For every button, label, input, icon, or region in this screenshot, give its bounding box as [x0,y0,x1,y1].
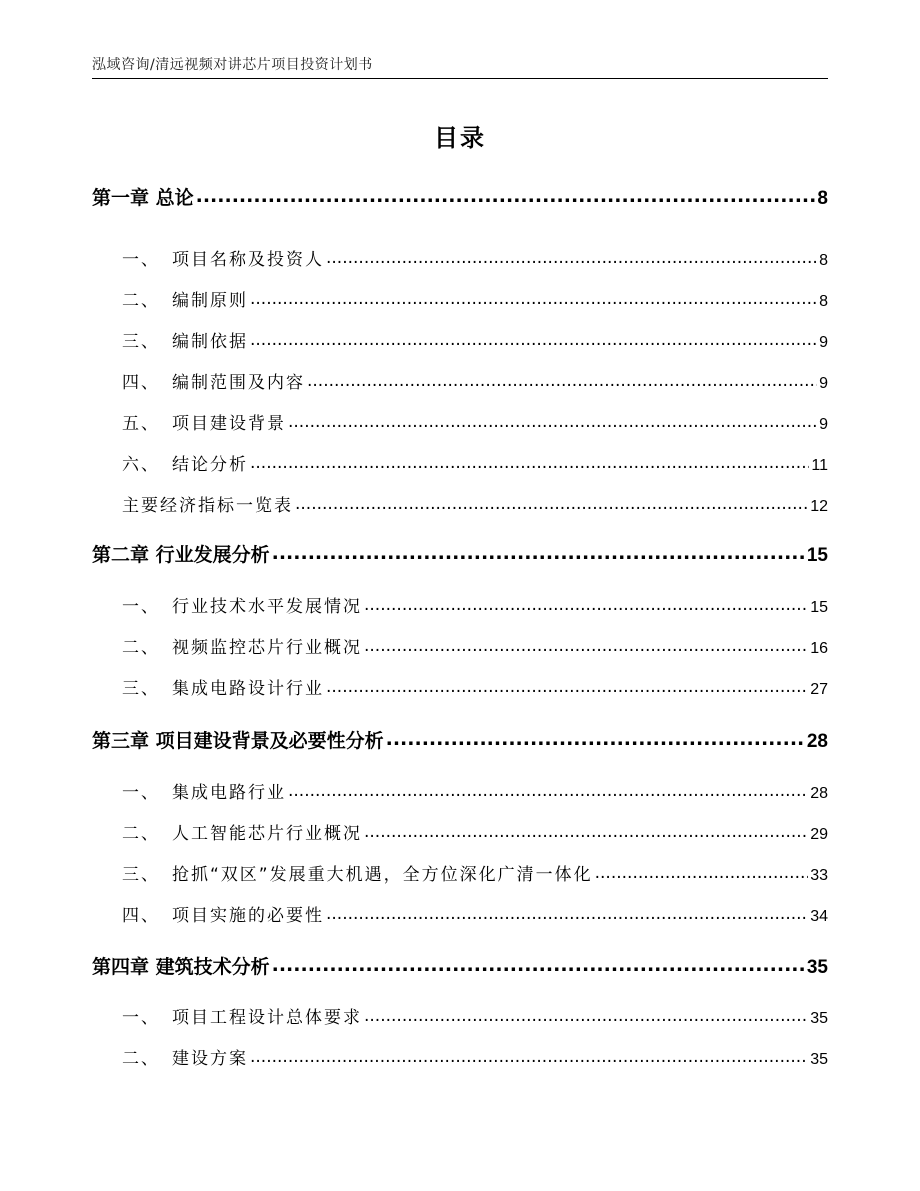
toc-entry-text: 视频监控芯片行业概况 [172,638,362,658]
toc-entry-text: 集成电路设计行业 [172,679,324,699]
toc-page-number: 35 [806,957,828,978]
toc-leader-dots [595,863,809,880]
toc-entry-text: 行业技术水平发展情况 [172,597,362,617]
toc-leader-dots [295,494,808,511]
toc-page-number: 9 [819,375,828,392]
toc-section-entry[interactable] [122,592,828,618]
toc-leader-dots [364,1006,808,1023]
toc-section-entry[interactable] [122,327,828,353]
toc-entry-text: 建设方案 [172,1049,248,1069]
toc-entry-label [122,409,286,434]
toc-entry-label [122,778,286,803]
toc-section-entry[interactable] [122,674,828,700]
toc-page-number: 8 [819,252,828,269]
toc-entry-text: 编制依据 [172,332,248,352]
toc-entry-text: 第二章 行业发展分析 [92,544,270,566]
toc-entry-text: 项目实施的必要性 [172,906,324,926]
toc-section-entry[interactable] [122,286,828,312]
toc-page-number: 28 [806,731,828,752]
toc-leader-dots [250,453,809,470]
toc-page-number: 9 [819,416,828,433]
toc-entry-number: 五、 [122,414,160,434]
toc-section-entry[interactable] [122,450,828,476]
toc-title: 目录 [434,124,486,152]
toc-leader-dots [386,728,805,747]
toc-page-number: 15 [806,545,828,566]
toc-page-number: 8 [817,188,828,209]
toc-page-number: 29 [810,826,828,843]
toc-page-number: 35 [810,1010,828,1027]
toc-page-number: 9 [819,334,828,351]
toc-entry-number: 三、 [122,332,160,352]
toc-page-number: 33 [810,867,828,884]
toc-leader-dots [272,542,805,561]
toc-leader-dots [196,185,816,204]
toc-entry-label [92,183,194,210]
toc-page-number: 28 [810,785,828,802]
toc-entry-label [122,1044,248,1069]
toc-section-entry[interactable] [122,860,828,886]
toc-entry-text: 人工智能芯片行业概况 [172,824,362,844]
toc-entry-number: 四、 [122,373,160,393]
toc-entry-number: 三、 [122,865,160,885]
toc-leader-dots [288,412,817,429]
toc-section-entry[interactable] [122,778,828,804]
toc-entry-label [122,860,593,885]
toc-leader-dots [288,781,808,798]
toc-entry-number: 二、 [122,291,160,311]
toc-chapter-entry[interactable] [92,726,828,756]
toc-entry-number: 三、 [122,679,160,699]
toc-page-number: 12 [810,498,828,515]
toc-leader-dots [250,1047,808,1064]
toc-entry-text: 编制范围及内容 [172,373,305,393]
header-rule [92,78,828,79]
toc-entry-label [122,286,248,311]
toc-entry-text: 集成电路行业 [172,783,286,803]
toc-entry-text: 第一章 总论 [92,187,194,209]
toc-entry-label [122,327,248,352]
toc-chapter-entry[interactable] [92,183,828,213]
toc-section-entry[interactable] [122,368,828,394]
toc-leader-dots [326,248,817,265]
toc-leader-dots [364,595,808,612]
toc-leader-dots [326,904,808,921]
toc-entry-number: 四、 [122,906,160,926]
toc-chapter-entry[interactable] [92,952,828,982]
toc-page-number: 16 [810,640,828,657]
toc-section-entry[interactable] [122,819,828,845]
toc-entry-number: 六、 [122,455,160,475]
toc-leader-dots [307,371,817,388]
toc-section-entry[interactable] [122,409,828,435]
toc-entry-text: 抢抓“双区”发展重大机遇，全方位深化广清一体化 [172,865,593,885]
toc-entry-label [122,592,362,617]
toc-section-entry[interactable] [122,633,828,659]
toc-leader-dots [250,330,817,347]
toc-section-entry[interactable] [122,1003,828,1029]
toc-entry-label [92,540,270,567]
toc-entry-label [122,450,248,475]
toc-section-entry[interactable] [122,1044,828,1070]
toc-chapter-entry[interactable] [92,540,828,570]
toc-leader-dots [272,954,805,973]
toc-page-number: 8 [819,293,828,310]
toc-entry-text: 第三章 项目建设背景及必要性分析 [92,730,384,752]
toc-entry-label [122,1003,362,1028]
toc-entry-label [122,368,305,393]
toc-leader-dots [364,822,808,839]
toc-entry-number: 二、 [122,638,160,658]
toc-entry-text: 结论分析 [172,455,248,475]
toc-entry-text: 主要经济指标一览表 [122,496,293,516]
toc-page-number: 35 [810,1051,828,1068]
toc-entry-label [122,245,324,270]
toc-entry-text: 第四章 建筑技术分析 [92,956,270,978]
toc-entry-number: 一、 [122,783,160,803]
toc-entry-label [122,901,324,926]
toc-entry-number: 一、 [122,250,160,270]
toc-leader-dots [364,636,808,653]
toc-leader-dots [326,677,808,694]
toc-page-number: 11 [811,457,828,474]
toc-entry-label [92,726,384,753]
toc-entry-label [122,674,324,699]
toc-entry-number: 二、 [122,1049,160,1069]
toc-entry-label [122,491,293,516]
toc-entry-number: 一、 [122,597,160,617]
toc-entry-number: 二、 [122,824,160,844]
toc-section-entry[interactable] [122,901,828,927]
toc-section-entry[interactable] [122,245,828,271]
toc-entry-number: 一、 [122,1008,160,1028]
toc-entry-text: 项目名称及投资人 [172,250,324,270]
toc-page-number: 34 [810,908,828,925]
toc-entry-text: 编制原则 [172,291,248,311]
toc-entry-label [92,952,270,979]
running-header: 泓域咨询/清远视频对讲芯片项目投资计划书 [92,57,373,73]
toc-leader-dots [250,289,817,306]
toc-page-number: 15 [810,599,828,616]
toc-entry-text: 项目建设背景 [172,414,286,434]
toc-page-number: 27 [810,681,828,698]
toc-entry-label [122,633,362,658]
toc-entry-text: 项目工程设计总体要求 [172,1008,362,1028]
toc-section-entry[interactable] [122,491,828,517]
toc-entry-label [122,819,362,844]
